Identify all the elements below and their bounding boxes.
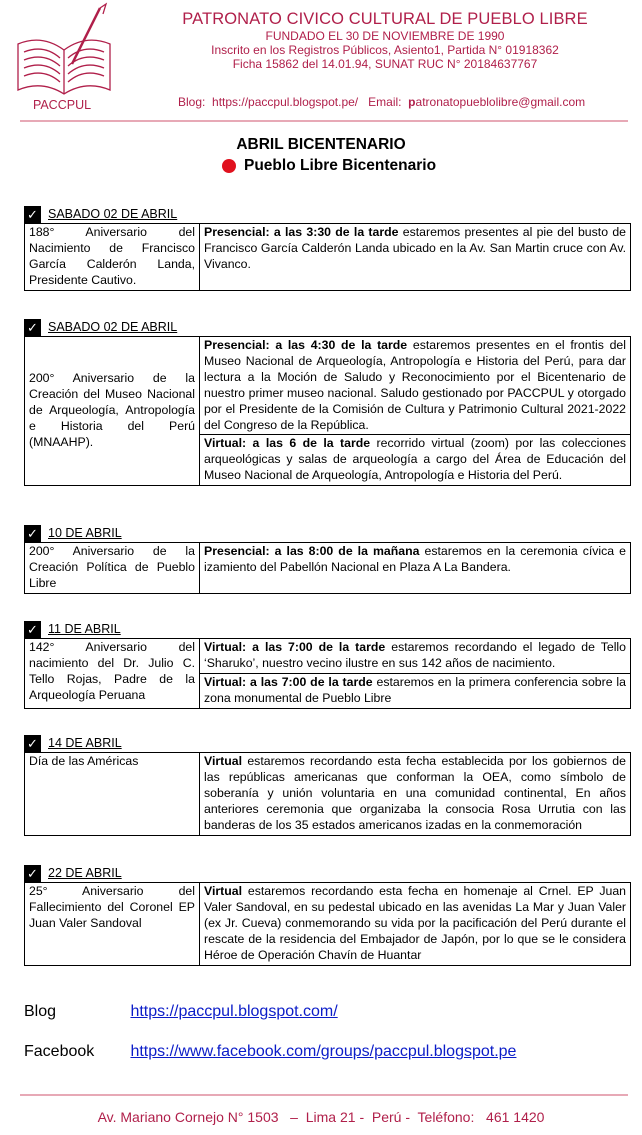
header-contact (178, 95, 585, 109)
email-address[interactable]: patronatopueblolibre@gmail.com (408, 95, 586, 109)
event-section (24, 205, 631, 291)
logo-label: PACCPUL (32, 98, 92, 112)
founded-line: FUNDADO EL 30 DE NOVIEMBRE DE 1990 (265, 29, 505, 43)
event-table (24, 752, 631, 836)
event-section (24, 620, 631, 709)
event-table (24, 542, 631, 594)
activity-cell: Virtual: a las 6 de la tarde recorrido virtual (zoom) por las colecciones arqueológicas y salas de arqueología a cargo del Área de Educación del Museo Nacional de Arqueología, Antropología e Historia del Perú. (200, 435, 631, 486)
ficha-line: Ficha 15862 del 14.01.94, SUNAT RUC N° 20184637767 (232, 57, 538, 71)
footer-address: Av. Mariano Cornejo N° 1503 – Lima 21 - Perú - Teléfono: 461 1420 (97, 1109, 545, 1125)
checkbox-checked-icon: ✓ (24, 319, 41, 336)
event-cell: 200° Aniversario de la Creación Política de Pueblo Libre (25, 543, 200, 594)
event-section (24, 734, 631, 836)
subtitle: Pueblo Libre Bicentenario (222, 157, 436, 175)
event-table (24, 638, 631, 709)
event-table (24, 882, 631, 966)
activity-cell: Virtual estaremos recordando esta fecha establecida por los gobiernos de las repúblicas americanas que conforman la OEA, como símbolo de soberanía y unión voluntaria en una comunidad continental, En años anteriores ceremonia que organizaba la consocia Rosa Urrutia con las banderas de los 35 estados americanos izadas en la conmemoración (200, 753, 631, 836)
event-section (24, 524, 631, 594)
blog-label: Blog (24, 1003, 57, 1020)
date-row: ✓ 11 DE ABRIL (24, 620, 631, 638)
facebook-link[interactable]: https://www.facebook.com/groups/paccpul.blogspot.pe (130, 1043, 517, 1060)
red-circle-icon (222, 159, 236, 173)
event-section (24, 864, 631, 966)
blog-url[interactable]: https://paccpul.blogspot.pe/ (212, 95, 359, 109)
activity-cell: Presencial: a las 8:00 de la mañana estaremos en la ceremonia cívica e izamiento del Pabellón Nacional en Plaza A La Bandera. (200, 543, 631, 594)
event-table (24, 223, 631, 291)
checkbox-checked-icon: ✓ (24, 525, 41, 542)
paccpul-logo (12, 2, 116, 112)
org-name: PATRONATO CIVICO CULTURAL DE PUEBLO LIBRE (182, 10, 588, 28)
activity-cell: Virtual: a las 7:00 de la tarde estaremos en la primera conferencia sobre la zona monumental de Pueblo Libre (200, 673, 631, 708)
date-row: ✓ SABADO 02 DE ABRIL (24, 318, 631, 336)
facebook-link-row (24, 1043, 516, 1061)
activity-cell: Virtual: a las 7:00 de la tarde estaremos recordando el legado de Tello ‘Sharuko’, nuestro vecino ilustre en sus 142 años de nacimiento. (200, 639, 631, 674)
letterhead (0, 0, 642, 118)
checkbox-checked-icon: ✓ (24, 621, 41, 638)
date-row: ✓ 10 DE ABRIL (24, 524, 631, 542)
date-row: ✓ SABADO 02 DE ABRIL (24, 205, 631, 223)
open-book-quill-icon (12, 2, 116, 98)
date-row: ✓ 22 DE ABRIL (24, 864, 631, 882)
event-cell: 25° Aniversario del Fallecimiento del Coronel EP Juan Valer Sandoval (25, 883, 200, 966)
header-divider (20, 120, 628, 122)
blog-label: Blog: (178, 95, 206, 109)
checkbox-checked-icon: ✓ (24, 206, 41, 223)
facebook-label: Facebook (24, 1043, 95, 1060)
checkbox-checked-icon: ✓ (24, 735, 41, 752)
footer-divider (20, 1094, 628, 1096)
event-cell: 142° Aniversario del nacimiento del Dr. Julio C. Tello Rojas, Padre de la Arqueología Peruana (25, 639, 200, 709)
activity-cell: Virtual estaremos recordando esta fecha en homenaje al Crnel. EP Juan Valer Sandoval, en su pedestal ubicado en las avenidas La Mar y Juan Valer (ex Jr. Cueva) conmemorando su vida por la pacificación del Perú durante el rescate de la residencia del Embajador de Japón, por lo que se le considera Héroe de Operación Chavín de Huantar (200, 883, 631, 966)
organization-info (135, 10, 635, 71)
event-cell: 188° Aniversario del Nacimiento de Francisco García Calderón Landa, Presidente Cautivo. (25, 224, 200, 291)
activity-cell: Presencial: a las 3:30 de la tarde estaremos presentes al pie del busto de Francisco García Calderón Landa ubicado en la Av. San Martin cruce con Av. Vivanco. (200, 224, 631, 291)
email-label: Email: (368, 95, 402, 109)
activity-cell: Presencial: a las 4:30 de la tarde estaremos presentes en el frontis del Museo Nacional de Arqueología, Antropología e Historia del Perú, para dar lectura a la Moción de Saludo y Reconocimiento por el Bicentenario de nuestro primer museo nacional. Saludo gestionado por PACCPUL y otorgado por el Presidente de la Comisión de Cultura y Patrimonio Cultural 2021-2022 del Congreso de la República. (200, 337, 631, 435)
event-section (24, 318, 631, 486)
event-cell: Día de las Américas (25, 753, 200, 836)
registry-line: Inscrito en los Registros Públicos, Asiento1, Partida N° 01918362 (211, 43, 559, 57)
event-table (24, 336, 631, 486)
page-title: ABRIL BICENTENARIO (236, 136, 406, 153)
event-cell: 200° Aniversario de la Creación del Museo Nacional de Arqueología, Antropología e Historia del Perú (MNAAHP). (25, 337, 200, 486)
date-row: ✓ 14 DE ABRIL (24, 734, 631, 752)
blog-link[interactable]: https://paccpul.blogspot.com/ (130, 1003, 338, 1020)
checkbox-checked-icon: ✓ (24, 865, 41, 882)
blog-link-row (24, 1003, 338, 1021)
